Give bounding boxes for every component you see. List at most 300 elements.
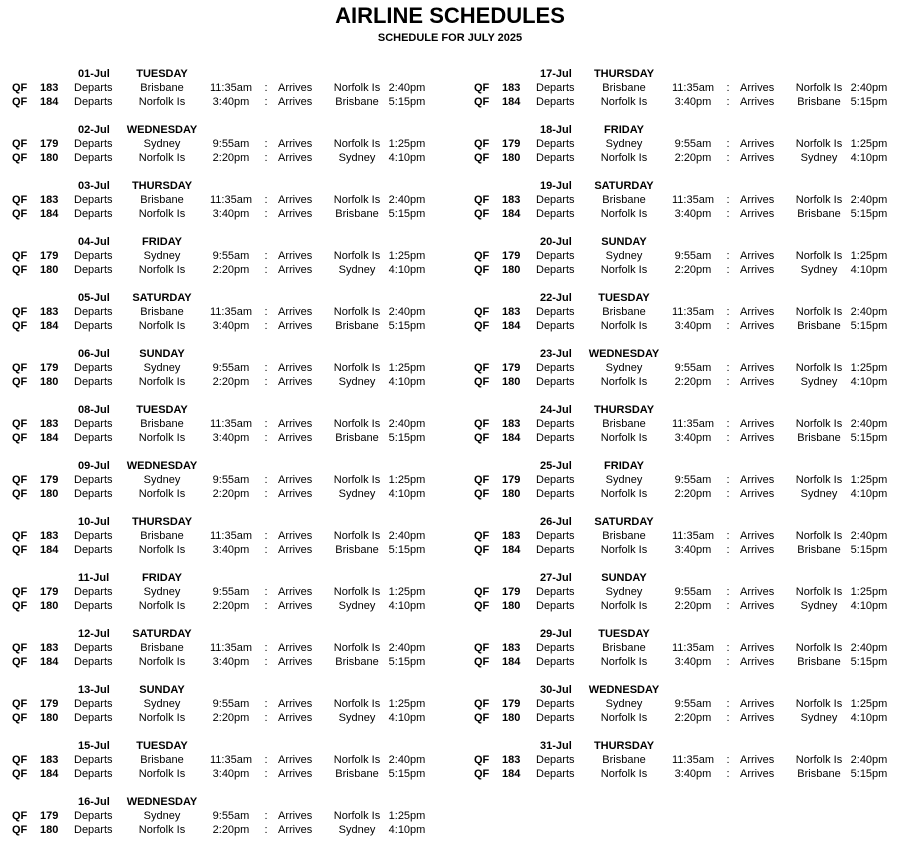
origin: Sydney xyxy=(605,698,643,710)
departs-label: Departs xyxy=(536,250,575,262)
separator: : xyxy=(726,82,730,94)
schedule-date: 18-Jul xyxy=(540,124,572,136)
airline-code: QF xyxy=(12,432,28,444)
separator: : xyxy=(726,306,730,318)
departs-label: Departs xyxy=(536,194,575,206)
destination: Sydney xyxy=(338,376,376,388)
origin: Norfolk Is xyxy=(600,96,648,108)
departure-time: 9:55am xyxy=(674,586,712,598)
arrival-time: 5:15pm xyxy=(388,208,426,220)
airline-code: QF xyxy=(474,82,490,94)
origin: Norfolk Is xyxy=(600,600,648,612)
destination: Norfolk Is xyxy=(333,810,381,822)
airline-code: QF xyxy=(12,642,28,654)
airline-code: QF xyxy=(474,656,490,668)
flight-row xyxy=(12,809,452,823)
origin: Sydney xyxy=(605,138,643,150)
airline-code: QF xyxy=(12,138,28,150)
origin: Sydney xyxy=(143,698,181,710)
flight-row xyxy=(474,641,900,655)
schedule-date: 25-Jul xyxy=(540,460,572,472)
separator: : xyxy=(726,656,730,668)
departure-time: 2:20pm xyxy=(674,600,712,612)
flight-row xyxy=(12,361,452,375)
arrival-time: 4:10pm xyxy=(388,600,426,612)
day-header xyxy=(12,123,452,137)
destination: Norfolk Is xyxy=(333,82,381,94)
airline-code: QF xyxy=(474,376,490,388)
flight-row xyxy=(474,361,900,375)
flight-row xyxy=(474,753,900,767)
flight-row xyxy=(474,417,900,431)
flight-row xyxy=(474,263,900,277)
flight-row xyxy=(12,753,452,767)
flight-row xyxy=(12,81,452,95)
schedule-weekday: SUNDAY xyxy=(601,572,647,584)
separator: : xyxy=(264,432,268,444)
departure-time: 11:35am xyxy=(672,194,714,206)
arrives-label: Arrives xyxy=(278,250,313,262)
departure-time: 9:55am xyxy=(212,810,250,822)
flight-number: 179 xyxy=(502,586,521,598)
arrival-time: 1:25pm xyxy=(850,138,888,150)
arrival-time: 5:15pm xyxy=(388,768,426,780)
flight-row xyxy=(12,263,452,277)
origin: Norfolk Is xyxy=(138,320,186,332)
arrives-label: Arrives xyxy=(278,194,313,206)
separator: : xyxy=(726,138,730,150)
airline-code: QF xyxy=(12,698,28,710)
arrives-label: Arrives xyxy=(740,768,775,780)
arrival-time: 5:15pm xyxy=(850,656,888,668)
schedule-weekday: WEDNESDAY xyxy=(126,124,198,136)
separator: : xyxy=(726,544,730,556)
departs-label: Departs xyxy=(74,432,113,444)
origin: Brisbane xyxy=(140,82,184,94)
airline-code: QF xyxy=(12,152,28,164)
departs-label: Departs xyxy=(536,754,575,766)
destination: Brisbane xyxy=(797,208,841,220)
separator: : xyxy=(264,138,268,150)
departs-label: Departs xyxy=(536,432,575,444)
day-header xyxy=(12,683,452,697)
arrival-time: 4:10pm xyxy=(850,264,888,276)
schedule-day-block xyxy=(12,347,452,403)
airline-code: QF xyxy=(474,152,490,164)
separator: : xyxy=(264,376,268,388)
arrival-time: 1:25pm xyxy=(850,586,888,598)
departure-time: 2:20pm xyxy=(674,712,712,724)
airline-code: QF xyxy=(474,600,490,612)
flight-row xyxy=(474,431,900,445)
separator: : xyxy=(264,194,268,206)
departure-time: 9:55am xyxy=(212,138,250,150)
flight-row xyxy=(12,543,452,557)
flight-row xyxy=(12,473,452,487)
departs-label: Departs xyxy=(536,96,575,108)
origin: Norfolk Is xyxy=(138,264,186,276)
departs-label: Departs xyxy=(74,194,113,206)
flight-row xyxy=(474,95,900,109)
destination: Norfolk Is xyxy=(795,362,843,374)
flight-row xyxy=(474,375,900,389)
arrival-time: 1:25pm xyxy=(850,250,888,262)
departs-label: Departs xyxy=(74,586,113,598)
departure-time: 9:55am xyxy=(674,250,712,262)
schedule-date: 08-Jul xyxy=(78,404,110,416)
flight-number: 180 xyxy=(502,712,521,724)
destination: Sydney xyxy=(338,600,376,612)
departure-time: 11:35am xyxy=(672,642,714,654)
arrival-time: 5:15pm xyxy=(388,656,426,668)
airline-code: QF xyxy=(12,320,28,332)
schedule-weekday: FRIDAY xyxy=(604,460,644,472)
origin: Norfolk Is xyxy=(600,712,648,724)
destination: Brisbane xyxy=(797,768,841,780)
origin: Norfolk Is xyxy=(600,320,648,332)
destination: Sydney xyxy=(338,824,376,836)
separator: : xyxy=(264,320,268,332)
separator: : xyxy=(726,530,730,542)
departure-time: 11:35am xyxy=(210,530,252,542)
flight-number: 183 xyxy=(40,82,59,94)
origin: Norfolk Is xyxy=(600,152,648,164)
departure-time: 2:20pm xyxy=(212,824,250,836)
departs-label: Departs xyxy=(74,208,113,220)
arrives-label: Arrives xyxy=(278,264,313,276)
airline-code: QF xyxy=(12,264,28,276)
departure-time: 2:20pm xyxy=(212,152,250,164)
destination: Norfolk Is xyxy=(795,250,843,262)
flight-row xyxy=(474,151,900,165)
destination: Sydney xyxy=(338,152,376,164)
departure-time: 3:40pm xyxy=(674,320,712,332)
schedule-date: 27-Jul xyxy=(540,572,572,584)
flight-row xyxy=(474,193,900,207)
separator: : xyxy=(264,544,268,556)
arrives-label: Arrives xyxy=(278,824,313,836)
departs-label: Departs xyxy=(536,474,575,486)
separator: : xyxy=(726,642,730,654)
flight-row xyxy=(12,137,452,151)
departs-label: Departs xyxy=(74,712,113,724)
flight-row xyxy=(12,193,452,207)
arrives-label: Arrives xyxy=(740,152,775,164)
flight-number: 184 xyxy=(502,320,521,332)
departs-label: Departs xyxy=(536,530,575,542)
departs-label: Departs xyxy=(536,138,575,150)
arrival-time: 4:10pm xyxy=(388,824,426,836)
schedule-date: 31-Jul xyxy=(540,740,572,752)
origin: Norfolk Is xyxy=(600,488,648,500)
origin: Norfolk Is xyxy=(138,488,186,500)
departs-label: Departs xyxy=(74,264,113,276)
flight-number: 183 xyxy=(502,82,521,94)
destination: Sydney xyxy=(800,152,838,164)
flight-row xyxy=(474,599,900,613)
origin: Norfolk Is xyxy=(138,544,186,556)
day-header xyxy=(12,291,452,305)
departs-label: Departs xyxy=(74,362,113,374)
schedule-day-block xyxy=(12,403,452,459)
airline-code: QF xyxy=(12,754,28,766)
schedule-weekday: WEDNESDAY xyxy=(588,348,660,360)
schedule-date: 11-Jul xyxy=(78,572,110,584)
day-header xyxy=(474,515,900,529)
day-header xyxy=(474,235,900,249)
departs-label: Departs xyxy=(536,264,575,276)
airline-code: QF xyxy=(12,362,28,374)
schedule-weekday: TUESDAY xyxy=(598,292,650,304)
origin: Brisbane xyxy=(602,194,646,206)
flight-row xyxy=(474,711,900,725)
flight-row xyxy=(12,585,452,599)
origin: Norfolk Is xyxy=(600,208,648,220)
destination: Brisbane xyxy=(335,544,379,556)
day-header xyxy=(474,179,900,193)
schedule-date: 19-Jul xyxy=(540,180,572,192)
destination: Norfolk Is xyxy=(795,586,843,598)
flight-row xyxy=(12,417,452,431)
airline-code: QF xyxy=(474,250,490,262)
schedule-weekday: THURSDAY xyxy=(131,516,193,528)
flight-row xyxy=(12,487,452,501)
destination: Sydney xyxy=(800,264,838,276)
flight-number: 180 xyxy=(40,712,59,724)
flight-number: 180 xyxy=(40,488,59,500)
schedule-day-block xyxy=(12,179,452,235)
origin: Brisbane xyxy=(140,530,184,542)
destination: Norfolk Is xyxy=(333,474,381,486)
arrives-label: Arrives xyxy=(740,600,775,612)
destination: Sydney xyxy=(338,712,376,724)
separator: : xyxy=(264,642,268,654)
departure-time: 11:35am xyxy=(210,82,252,94)
schedule-day-block xyxy=(12,683,452,739)
destination: Norfolk Is xyxy=(795,530,843,542)
flight-row xyxy=(474,305,900,319)
airline-code: QF xyxy=(474,754,490,766)
flight-row xyxy=(12,305,452,319)
airline-code: QF xyxy=(474,768,490,780)
schedule-weekday: SUNDAY xyxy=(601,236,647,248)
airline-code: QF xyxy=(12,82,28,94)
departure-time: 11:35am xyxy=(672,754,714,766)
departure-time: 2:20pm xyxy=(212,264,250,276)
arrives-label: Arrives xyxy=(278,432,313,444)
day-header xyxy=(12,795,452,809)
arrives-label: Arrives xyxy=(740,194,775,206)
destination: Brisbane xyxy=(797,96,841,108)
destination: Sydney xyxy=(800,376,838,388)
schedule-weekday: SATURDAY xyxy=(594,180,654,192)
origin: Brisbane xyxy=(140,418,184,430)
separator: : xyxy=(264,362,268,374)
departure-time: 9:55am xyxy=(674,474,712,486)
schedule-weekday: TUESDAY xyxy=(136,68,188,80)
origin: Norfolk Is xyxy=(138,152,186,164)
airline-code: QF xyxy=(474,488,490,500)
separator: : xyxy=(264,824,268,836)
flight-number: 180 xyxy=(502,264,521,276)
schedule-day-block xyxy=(12,739,452,795)
destination: Sydney xyxy=(800,488,838,500)
arrival-time: 5:15pm xyxy=(850,208,888,220)
departure-time: 11:35am xyxy=(672,530,714,542)
flight-row xyxy=(12,599,452,613)
origin: Norfolk Is xyxy=(138,208,186,220)
airline-code: QF xyxy=(474,474,490,486)
origin: Norfolk Is xyxy=(138,376,186,388)
flight-row xyxy=(474,585,900,599)
origin: Brisbane xyxy=(602,530,646,542)
arrival-time: 1:25pm xyxy=(388,138,426,150)
departure-time: 2:20pm xyxy=(674,152,712,164)
separator: : xyxy=(726,320,730,332)
schedule-day-block xyxy=(12,67,452,123)
airline-code: QF xyxy=(474,544,490,556)
flight-number: 184 xyxy=(40,96,59,108)
departure-time: 9:55am xyxy=(212,586,250,598)
schedule-day-block xyxy=(474,291,900,347)
separator: : xyxy=(264,82,268,94)
flight-number: 184 xyxy=(502,96,521,108)
separator: : xyxy=(726,96,730,108)
airline-code: QF xyxy=(12,376,28,388)
airline-code: QF xyxy=(474,712,490,724)
arrival-time: 5:15pm xyxy=(388,320,426,332)
arrives-label: Arrives xyxy=(740,208,775,220)
arrival-time: 1:25pm xyxy=(850,698,888,710)
destination: Brisbane xyxy=(797,432,841,444)
airline-code: QF xyxy=(12,194,28,206)
arrives-label: Arrives xyxy=(740,642,775,654)
departs-label: Departs xyxy=(536,642,575,654)
arrival-time: 2:40pm xyxy=(850,642,888,654)
separator: : xyxy=(264,600,268,612)
schedule-date: 17-Jul xyxy=(540,68,572,80)
flight-number: 184 xyxy=(40,208,59,220)
destination: Norfolk Is xyxy=(333,362,381,374)
flight-row xyxy=(474,767,900,781)
flight-row xyxy=(12,319,452,333)
flight-row xyxy=(474,543,900,557)
schedule-day-block xyxy=(12,459,452,515)
origin: Brisbane xyxy=(140,642,184,654)
flight-number: 184 xyxy=(502,656,521,668)
departure-time: 3:40pm xyxy=(212,96,250,108)
departs-label: Departs xyxy=(536,208,575,220)
airline-code: QF xyxy=(12,586,28,598)
flight-number: 184 xyxy=(40,544,59,556)
destination: Brisbane xyxy=(335,656,379,668)
origin: Norfolk Is xyxy=(138,824,186,836)
origin: Norfolk Is xyxy=(138,712,186,724)
destination: Norfolk Is xyxy=(333,530,381,542)
flight-number: 183 xyxy=(502,530,521,542)
schedule-date: 05-Jul xyxy=(78,292,110,304)
origin: Sydney xyxy=(143,362,181,374)
arrives-label: Arrives xyxy=(278,208,313,220)
flight-row xyxy=(12,529,452,543)
flight-number: 184 xyxy=(502,432,521,444)
arrival-time: 1:25pm xyxy=(388,362,426,374)
departure-time: 3:40pm xyxy=(212,768,250,780)
departure-time: 3:40pm xyxy=(212,544,250,556)
arrival-time: 2:40pm xyxy=(388,194,426,206)
airline-code: QF xyxy=(474,264,490,276)
flight-row xyxy=(12,641,452,655)
departure-time: 3:40pm xyxy=(674,432,712,444)
departure-time: 2:20pm xyxy=(212,376,250,388)
schedule-date: 10-Jul xyxy=(78,516,110,528)
flight-number: 184 xyxy=(502,544,521,556)
schedule-date: 13-Jul xyxy=(78,684,110,696)
arrival-time: 2:40pm xyxy=(388,418,426,430)
departure-time: 3:40pm xyxy=(212,208,250,220)
arrives-label: Arrives xyxy=(740,362,775,374)
arrival-time: 2:40pm xyxy=(850,418,888,430)
schedule-weekday: THURSDAY xyxy=(593,68,655,80)
separator: : xyxy=(264,488,268,500)
arrives-label: Arrives xyxy=(278,488,313,500)
schedule-day-block xyxy=(474,67,900,123)
flight-row xyxy=(474,529,900,543)
separator: : xyxy=(264,264,268,276)
flight-row xyxy=(12,697,452,711)
arrives-label: Arrives xyxy=(278,152,313,164)
day-header xyxy=(12,403,452,417)
departs-label: Departs xyxy=(74,138,113,150)
destination: Brisbane xyxy=(335,208,379,220)
flight-number: 183 xyxy=(502,754,521,766)
destination: Sydney xyxy=(800,600,838,612)
destination: Norfolk Is xyxy=(795,418,843,430)
origin: Brisbane xyxy=(602,306,646,318)
departs-label: Departs xyxy=(74,530,113,542)
separator: : xyxy=(264,698,268,710)
arrives-label: Arrives xyxy=(740,474,775,486)
departure-time: 9:55am xyxy=(212,474,250,486)
destination: Sydney xyxy=(338,488,376,500)
day-header xyxy=(474,739,900,753)
airline-code: QF xyxy=(474,362,490,374)
separator: : xyxy=(726,208,730,220)
flight-number: 180 xyxy=(502,152,521,164)
origin: Sydney xyxy=(605,586,643,598)
day-header xyxy=(12,571,452,585)
departs-label: Departs xyxy=(536,152,575,164)
schedule-weekday: SUNDAY xyxy=(139,684,185,696)
flight-number: 179 xyxy=(502,362,521,374)
schedule-weekday: THURSDAY xyxy=(593,740,655,752)
destination: Sydney xyxy=(338,264,376,276)
schedule-day-block xyxy=(12,515,452,571)
arrives-label: Arrives xyxy=(740,544,775,556)
arrival-time: 5:15pm xyxy=(850,96,888,108)
departs-label: Departs xyxy=(74,418,113,430)
schedule-weekday: TUESDAY xyxy=(598,628,650,640)
flight-row xyxy=(12,207,452,221)
day-header xyxy=(474,347,900,361)
day-header xyxy=(12,739,452,753)
departs-label: Departs xyxy=(536,712,575,724)
schedule-weekday: THURSDAY xyxy=(131,180,193,192)
departs-label: Departs xyxy=(536,418,575,430)
flight-number: 179 xyxy=(40,250,59,262)
flight-number: 184 xyxy=(40,656,59,668)
arrival-time: 4:10pm xyxy=(388,376,426,388)
